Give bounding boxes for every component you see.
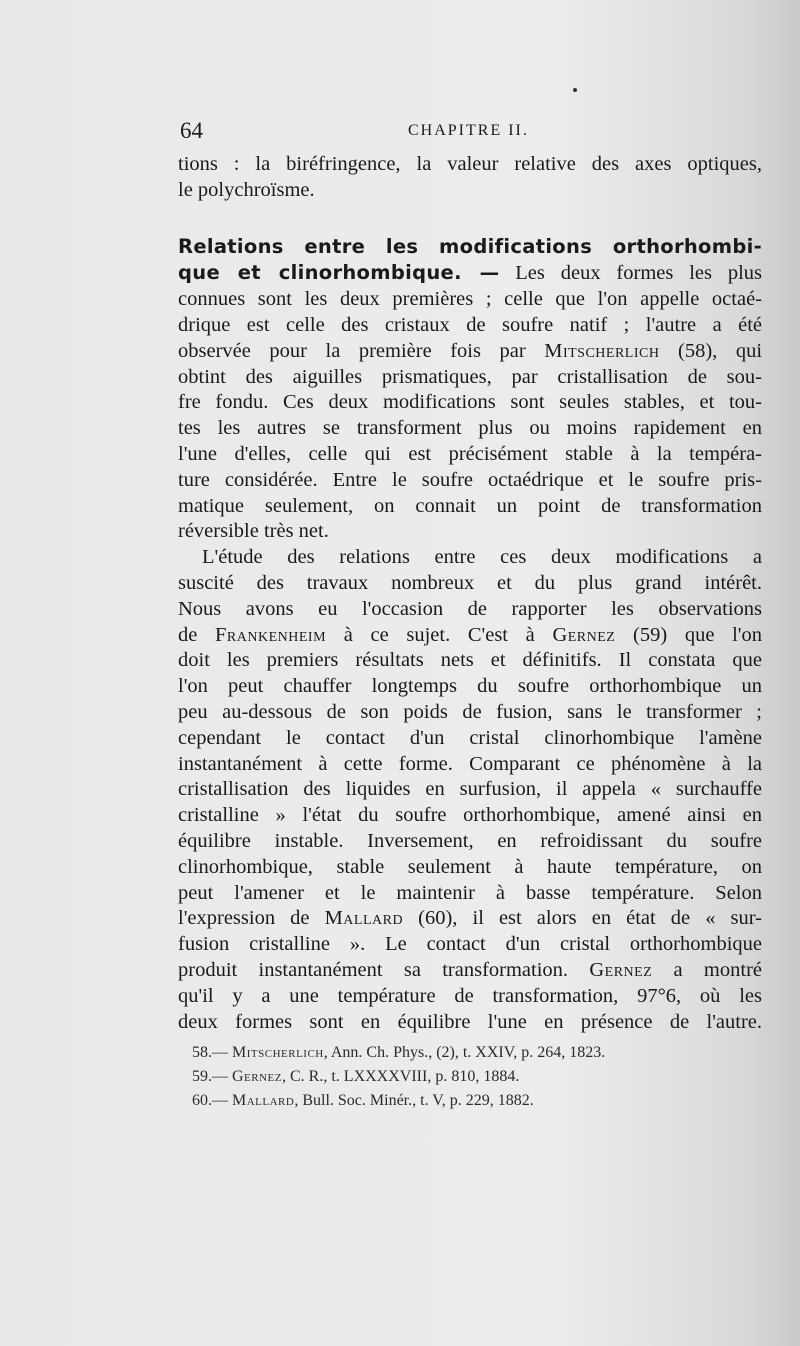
text-line [178, 260, 762, 287]
author-name: Frankenheim [215, 623, 327, 646]
body-text [178, 152, 762, 1035]
text-line: tes les autres se transforment plus ou moins rapidement en [178, 417, 762, 440]
footnote-author: Mitscherlich [232, 1044, 324, 1061]
text-line: peu au-dessous de son poids de fusion, sans le transformer ; [178, 700, 762, 723]
section-heading-cont: que et clinorhombique. — [178, 261, 500, 285]
text-line: suscité des travaux nombreux et du plus grand intérêt. [178, 571, 762, 594]
text-line: deux formes sont en équilibre l'une en présence de l'autre. [178, 1010, 762, 1033]
footnotes [192, 1041, 752, 1113]
footnote-number: 58.— [192, 1044, 228, 1061]
text-line: tions : la biréfringence, la valeur relative des axes optiques, [178, 153, 762, 175]
footnote [192, 1065, 752, 1089]
print-speck [573, 88, 577, 92]
text-line: le polychroïsme. [178, 178, 315, 201]
text-run: (58), qui [678, 339, 763, 362]
footnote-ref: , Bull. Soc. Minér., t. V, p. 229, 1882. [294, 1092, 534, 1109]
text-run: à ce sujet. C'est à [343, 623, 535, 646]
page-number: 64 [180, 118, 203, 143]
footnote-number: 60.— [192, 1092, 228, 1109]
chapter-title: CHAPITRE II. [408, 122, 529, 139]
text-line: ture considérée. Entre le soufre octaédrique et le soufre pris- [178, 468, 762, 491]
footnote-ref: , C. R., t. LXXXXVIII, p. 810, 1884. [282, 1068, 520, 1085]
text-line [178, 623, 762, 649]
text-run: de [178, 623, 198, 646]
text-line: équilibre instable. Inversement, en refroidissant du soufre [178, 829, 762, 852]
text-line: cependant le contact d'un cristal clinorhombique l'amène [178, 726, 762, 749]
text-line: connues sont les deux premières ; celle que l'on appelle octaé- [178, 288, 762, 311]
author-name: Mitscherlich [544, 339, 660, 362]
author-name: Gernez [552, 623, 616, 646]
text-line [178, 339, 762, 365]
text-line: instantanément à cette forme. Comparant ce phénomène à la [178, 752, 762, 775]
text-line: Nous avons eu l'occasion de rapporter les observations [178, 597, 762, 620]
footnote-author: Gernez [232, 1068, 282, 1085]
text-line: qu'il y a une température de transformation, 97°6, où les [178, 984, 762, 1007]
text-run: observée pour la première fois par [178, 339, 526, 362]
text-line [178, 906, 762, 932]
text-run: (60), il est alors en état de « sur- [418, 907, 762, 930]
text-run: (59) que l'on [633, 623, 763, 646]
text-line: clinorhombique, stable seulement à haute température, on [178, 855, 762, 878]
text-run: Les deux formes les plus [515, 262, 762, 285]
text-line: fre fondu. Ces deux modifications sont seules stables, et tou- [178, 391, 762, 414]
text-line: cristallisation des liquides en surfusion, il appela « surchauffe [178, 778, 762, 801]
text-line: réversible très net. [178, 520, 329, 543]
text-line: doit les premiers résultats nets et définitifs. Il constata que [178, 649, 762, 672]
author-name: Gernez [589, 958, 653, 981]
section-heading: Relations entre les modifications orthorhombi- [178, 234, 762, 258]
footnote-number: 59.— [192, 1068, 228, 1085]
running-header [178, 118, 758, 148]
footnote-ref: , Ann. Ch. Phys., (2), t. XXIV, p. 264, 1823. [323, 1044, 606, 1061]
text-line: drique est celle des cristaux de soufre natif ; l'autre a été [178, 313, 762, 336]
text-line: cristalline » l'état du soufre orthorhombique, amené ainsi en [178, 804, 762, 827]
footnote-author: Mallard [232, 1092, 295, 1109]
footnote [192, 1041, 752, 1065]
text-line: obtint des aiguilles prismatiques, par cristallisation de sou- [178, 365, 762, 388]
text-line: L'étude des relations entre ces deux modifications a [202, 546, 762, 569]
text-line [178, 958, 762, 984]
text-run: produit instantanément sa transformation. [178, 958, 569, 981]
text-line: matique seulement, on connait un point de transformation [178, 494, 762, 517]
text-line: l'une d'elles, celle qui est précisément stable à la tempéra- [178, 442, 762, 465]
text-run: a montré [673, 958, 762, 981]
section-heading-line [178, 234, 762, 261]
text-run: l'expression de [178, 907, 310, 930]
text-line: l'on peut chauffer longtemps du soufre orthorhombique un [178, 675, 762, 698]
author-name: Mallard [324, 907, 404, 930]
text-line: fusion cristalline ». Le contact d'un cristal orthorhombique [178, 933, 762, 956]
footnote [192, 1089, 752, 1113]
text-line: peut l'amener et le maintenir à basse température. Selon [178, 881, 762, 904]
